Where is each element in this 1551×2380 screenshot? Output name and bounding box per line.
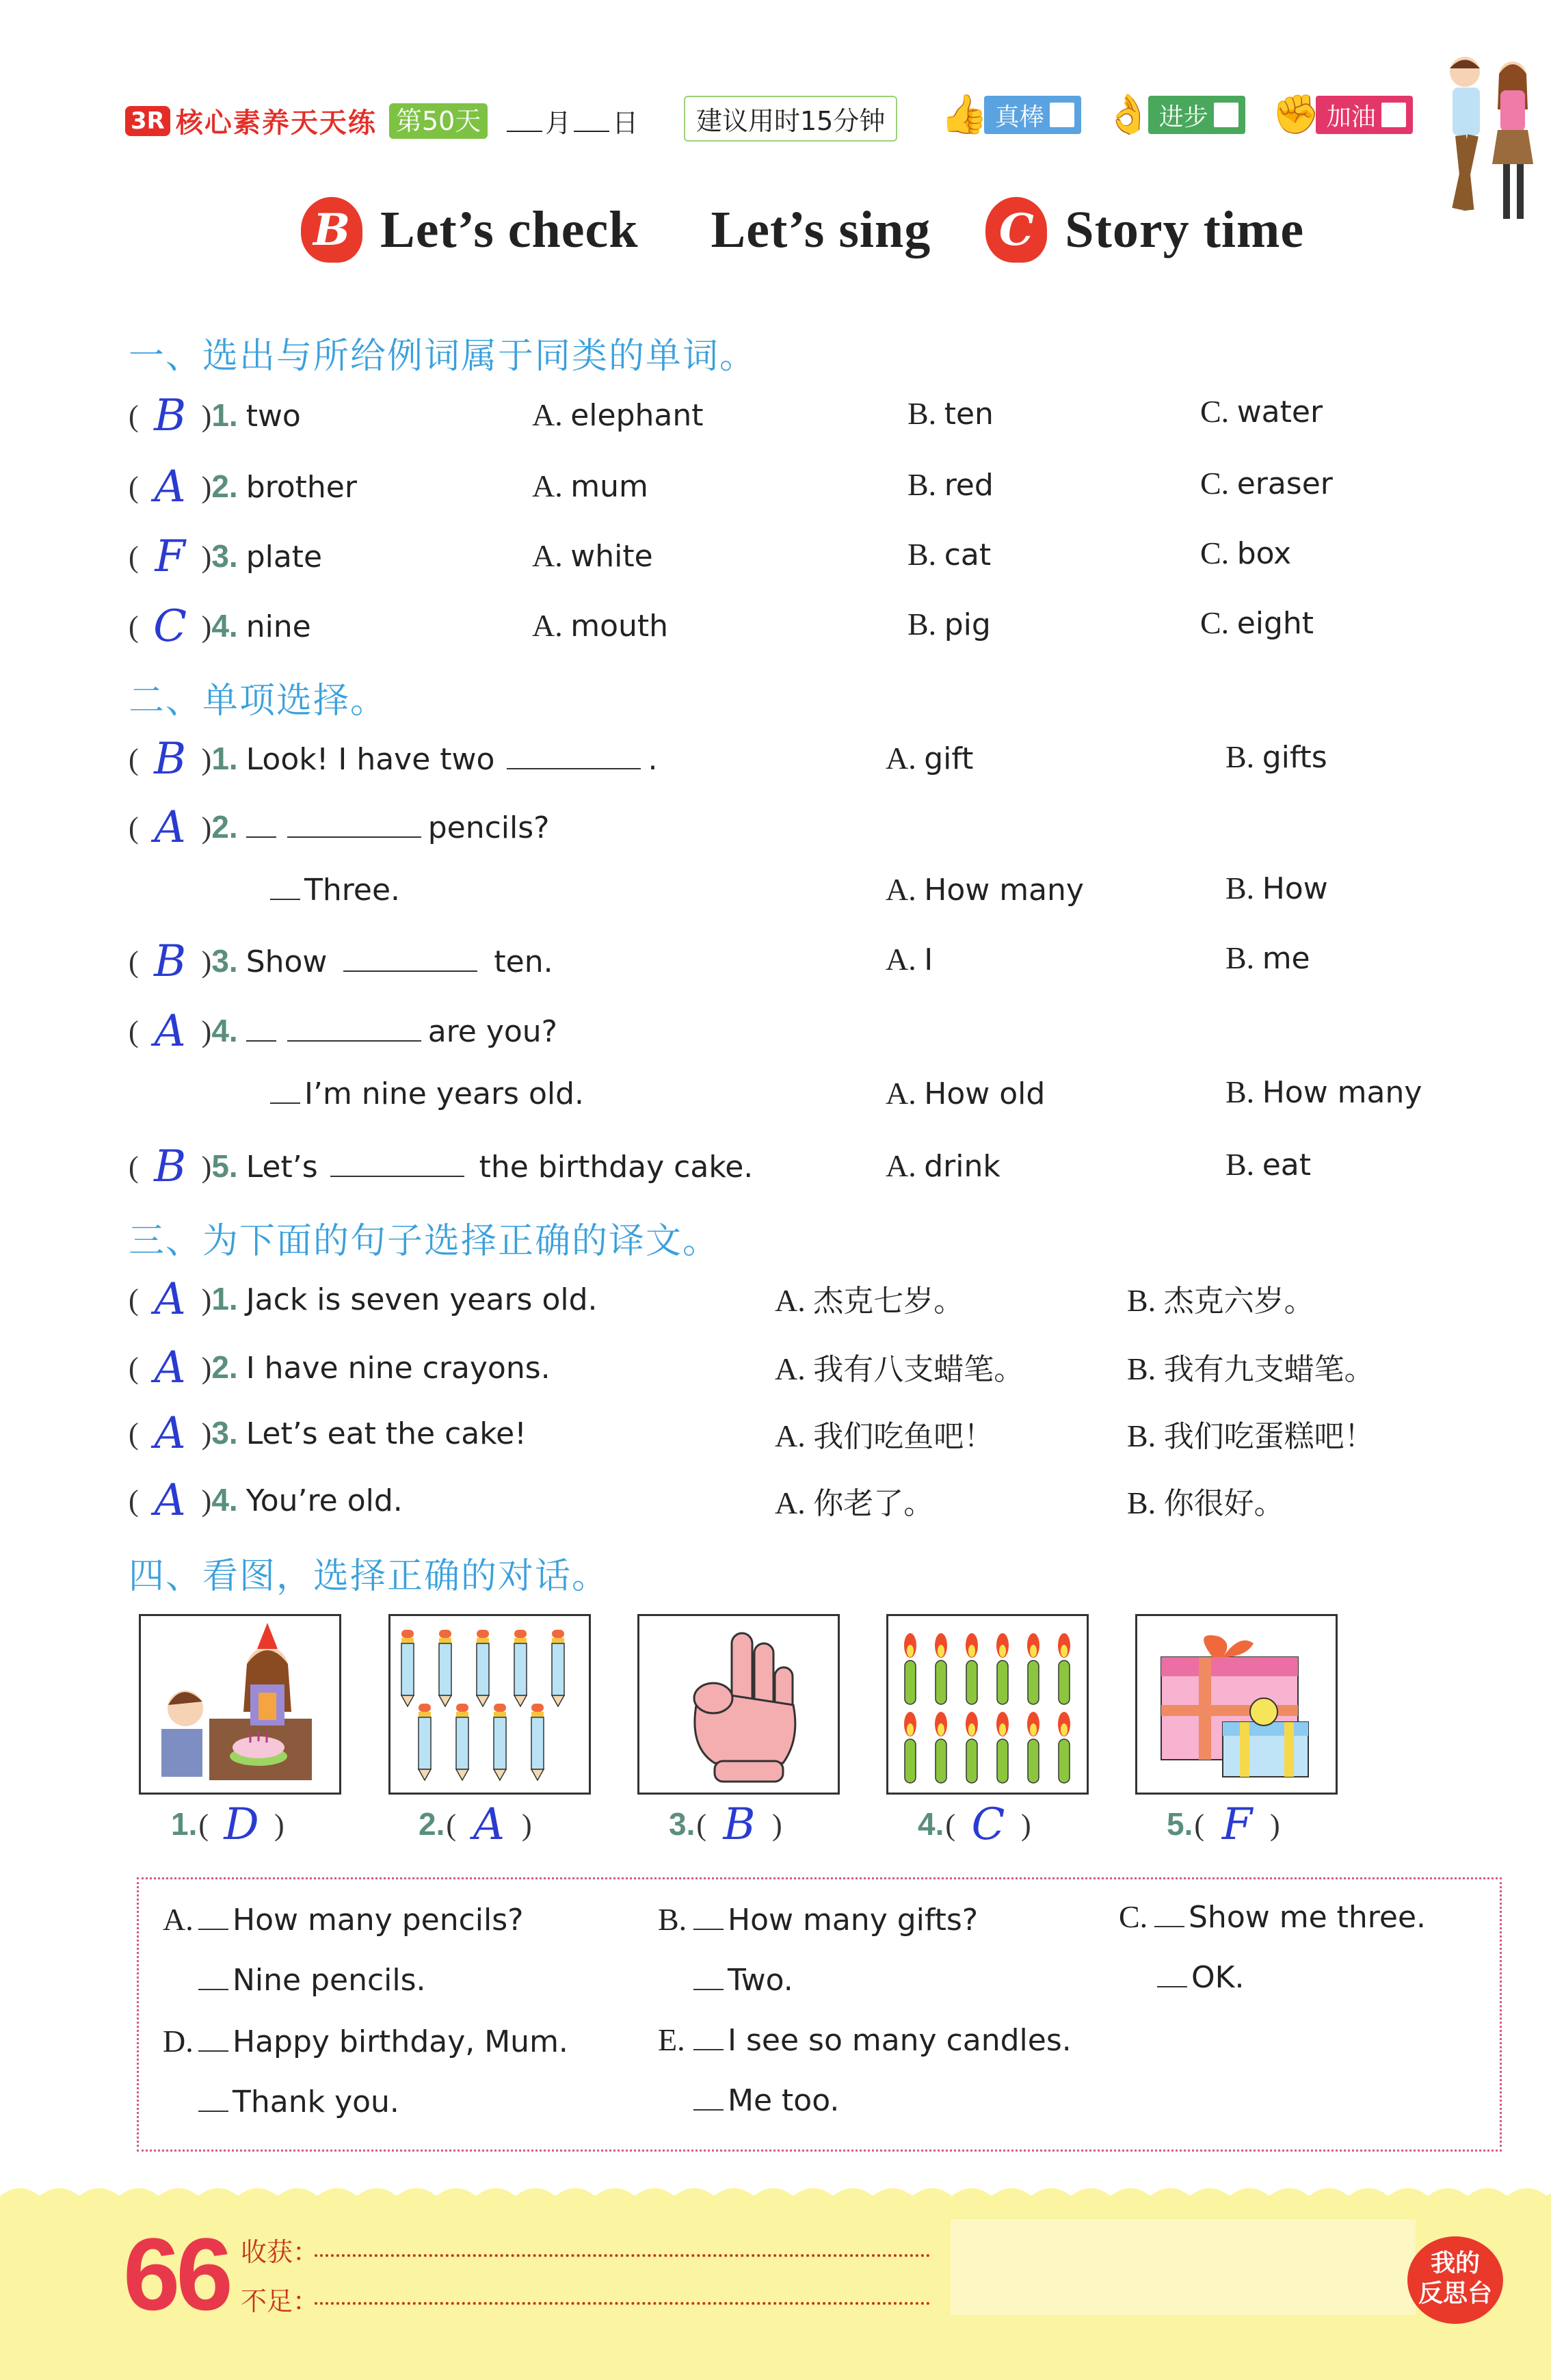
dialog-a-reply: Nine pencils. xyxy=(198,1963,426,1998)
dialog-d-question: D. Happy birthday, Mum. xyxy=(163,2024,568,2059)
shortfall-input-line[interactable] xyxy=(315,2302,930,2305)
example-word: plate xyxy=(246,540,323,574)
students-illustration xyxy=(1417,48,1547,239)
gifts-illustration xyxy=(1137,1616,1336,1793)
s2-question-5: ( B ) 5. Let’s the birthday cake. xyxy=(129,1141,754,1192)
s3-question-2: ( A ) 2. I have nine crayons. xyxy=(129,1343,551,1393)
picture-5-label: 5. ( F ) xyxy=(1167,1799,1280,1850)
candle-icon xyxy=(1058,1633,1070,1704)
sentence: Let’s eat the cake! xyxy=(246,1416,527,1451)
option-b: B. 我们吃蛋糕吧！ xyxy=(1127,1418,1375,1454)
question-number: 1. xyxy=(211,1281,238,1317)
section3-heading: 三、为下面的句子选择正确的译文。 xyxy=(129,1221,720,1262)
s3-question-3: ( A ) 3. Let’s eat the cake! xyxy=(129,1408,527,1459)
option-b: B. ten xyxy=(907,396,994,432)
pencil-icon xyxy=(419,1704,431,1780)
s1-question-2: ( A ) 2. brother xyxy=(129,462,357,512)
rating-keep-going[interactable] xyxy=(1272,94,1413,135)
option-b: B. pig xyxy=(907,607,991,642)
s1-question-3: ( F ) 3. plate xyxy=(129,531,323,582)
option-b: B. eat xyxy=(1225,1147,1311,1182)
example-word: nine xyxy=(246,609,311,644)
fill-blank[interactable] xyxy=(507,767,641,769)
option-b: B. red xyxy=(907,467,994,503)
picture-3-label: 3. ( B ) xyxy=(669,1799,782,1850)
pencil-icon xyxy=(456,1704,468,1780)
hand-three-fingers-illustration xyxy=(639,1616,838,1793)
rating-progress[interactable] xyxy=(1104,94,1245,135)
answer-slot[interactable]: A xyxy=(473,1799,505,1850)
answer-slot[interactable]: C xyxy=(153,601,187,652)
rating-label: 真棒 xyxy=(994,103,1044,131)
dialog-d-reply: Thank you. xyxy=(198,2085,399,2119)
rating-checkbox[interactable] xyxy=(1214,103,1238,127)
picture-gifts xyxy=(1135,1614,1338,1795)
title-lets-check: Let’s check xyxy=(380,200,639,259)
option-a: A. 杰克七岁。 xyxy=(775,1283,964,1319)
lesson-title xyxy=(301,197,1359,263)
option-a: A. I xyxy=(886,942,933,977)
dialog-e-question: E. I see so many candles. xyxy=(658,2022,1072,2058)
pencil-icon xyxy=(494,1704,506,1780)
suggested-time: 建议用时15分钟 xyxy=(684,96,897,142)
option-b: B. cat xyxy=(907,537,992,572)
option-b: B. gifts xyxy=(1225,739,1327,775)
brand-logo: 3R xyxy=(125,106,170,136)
answer-slot[interactable]: B xyxy=(723,1799,756,1850)
candle-icon xyxy=(935,1633,947,1704)
option-a: A. mum xyxy=(532,468,648,504)
question-number: 2. xyxy=(211,1349,238,1385)
option-a: A. How many xyxy=(886,872,1084,908)
answer-slot[interactable]: A xyxy=(154,1274,186,1325)
candle-icon xyxy=(966,1633,978,1704)
question-number: 2. xyxy=(211,809,238,845)
option-c: C. eraser xyxy=(1200,466,1333,501)
title-story-time: Story time xyxy=(1065,200,1305,259)
parent-comment-area[interactable] xyxy=(951,2219,1416,2315)
option-a: A. How old xyxy=(886,1076,1046,1111)
pencil-icon xyxy=(552,1630,564,1706)
option-a: A. elephant xyxy=(532,397,704,433)
pencils-illustration xyxy=(390,1616,589,1793)
question-number: 5. xyxy=(211,1148,238,1184)
pencil-icon xyxy=(439,1630,451,1706)
answer-slot[interactable]: B xyxy=(154,391,187,441)
dialog-b-question: B. How many gifts? xyxy=(658,1902,979,1938)
candle-icon xyxy=(996,1633,1009,1704)
answer-slot[interactable]: A xyxy=(154,1408,186,1459)
picture-candles xyxy=(886,1614,1089,1795)
picture-4-label: 4. ( C ) xyxy=(918,1799,1031,1850)
answer-slot[interactable]: A xyxy=(154,1006,186,1057)
sentence: I have nine crayons. xyxy=(246,1351,551,1386)
fill-blank[interactable] xyxy=(343,969,477,972)
rating-checkbox[interactable] xyxy=(1050,103,1074,127)
rating-label: 进步 xyxy=(1158,103,1208,131)
question-number: 4. xyxy=(211,608,238,644)
page-number: 66 xyxy=(123,2217,229,2331)
dialog-c-question: C. Show me three. xyxy=(1119,1899,1427,1935)
answer-slot[interactable]: A xyxy=(154,1343,186,1393)
s2-question-2: ( A ) 2. pencils? xyxy=(129,802,550,853)
question-number: 4. xyxy=(211,1013,238,1048)
section1-heading: 一、选出与所给例词属于同类的单词。 xyxy=(129,336,757,377)
question-number: 3. xyxy=(211,943,238,979)
day-badge: 第50天 xyxy=(389,103,488,139)
dialog-a-question: A. How many pencils? xyxy=(163,1902,524,1938)
section4-heading: 四、看图，选择正确的对话。 xyxy=(129,1556,609,1597)
picture-birthday-scene xyxy=(139,1614,341,1795)
option-a: A. white xyxy=(532,538,653,574)
example-word: two xyxy=(246,399,301,434)
s1-question-4: ( C ) 4. nine xyxy=(129,601,311,652)
picture-1-label: 1. ( D ) xyxy=(171,1799,284,1850)
option-b: B. 杰克六岁。 xyxy=(1127,1283,1314,1319)
date-field xyxy=(504,102,638,140)
month-blank[interactable] xyxy=(507,131,542,132)
dialog-b-reply: Two. xyxy=(693,1963,793,1998)
answer-slot[interactable]: B xyxy=(154,1141,187,1192)
option-a: A. mouth xyxy=(532,608,669,644)
sentence: Jack is seven years old. xyxy=(246,1282,598,1317)
candle-icon xyxy=(966,1712,978,1783)
answer-slot[interactable]: B xyxy=(154,936,187,987)
candle-icon xyxy=(996,1712,1009,1783)
option-a: A. 我有八支蜡笔。 xyxy=(775,1351,1024,1387)
s2-question-2-reply: Three. xyxy=(270,873,400,908)
birthday-scene-illustration xyxy=(141,1616,339,1793)
fill-blank[interactable] xyxy=(287,835,421,838)
candle-icon xyxy=(904,1633,916,1704)
candle-icon xyxy=(1027,1633,1039,1704)
brand-name: 核心素养天天练 xyxy=(175,107,377,139)
shortfall-label: 不足： xyxy=(241,2286,319,2316)
candle-icon xyxy=(935,1712,947,1783)
pencil-icon xyxy=(531,1704,544,1780)
answer-slot[interactable]: A xyxy=(154,1475,186,1526)
fist-icon: ✊ xyxy=(1272,92,1320,137)
ok-hand-icon: 👌 xyxy=(1104,92,1152,137)
pencil-icon xyxy=(401,1630,414,1706)
dialog-c-reply: OK. xyxy=(1157,1960,1244,1995)
sentence: You’re old. xyxy=(246,1483,403,1518)
month-label: 月 xyxy=(545,108,572,138)
s2-question-4: ( A ) 4. are you? xyxy=(129,1006,558,1057)
answer-slot[interactable]: D xyxy=(224,1799,259,1850)
pencil-icon xyxy=(514,1630,527,1706)
answer-slot[interactable]: F xyxy=(1221,1799,1253,1850)
answer-slot[interactable]: C xyxy=(971,1799,1005,1850)
gain-input-line[interactable] xyxy=(315,2254,930,2257)
candles-illustration xyxy=(888,1616,1087,1793)
rating-great[interactable] xyxy=(940,94,1081,135)
thumbs-up-icon: 👍 xyxy=(940,92,988,137)
option-a: A. 我们吃鱼吧！ xyxy=(775,1418,994,1454)
example-word: brother xyxy=(246,470,357,505)
option-b: B. How xyxy=(1225,871,1328,906)
question-number: 3. xyxy=(211,538,238,574)
day-blank[interactable] xyxy=(574,131,609,132)
candle-icon xyxy=(1027,1712,1039,1783)
pencil-icon xyxy=(477,1630,489,1706)
reflection-badge: 我的 反思台 xyxy=(1407,2236,1503,2324)
gain-label: 收获： xyxy=(241,2237,319,2267)
picture-pencils xyxy=(388,1614,591,1795)
day-label: 日 xyxy=(612,108,639,138)
option-c: C. box xyxy=(1200,536,1292,571)
s2-question-3: ( B ) 3. Show ten. xyxy=(129,936,553,987)
candle-icon xyxy=(1058,1712,1070,1783)
header-brand xyxy=(125,101,638,140)
option-c: C. water xyxy=(1200,394,1323,429)
fill-blank[interactable] xyxy=(330,1174,464,1177)
fill-blank[interactable] xyxy=(287,1039,421,1042)
title-lets-sing: Let’s sing xyxy=(711,200,931,259)
option-b: B. 我有九支蜡笔。 xyxy=(1127,1351,1375,1387)
option-a: A. drink xyxy=(886,1148,1000,1184)
picture-2-label: 2. ( A ) xyxy=(419,1799,532,1850)
s3-question-1: ( A ) 1. Jack is seven years old. xyxy=(129,1274,598,1325)
part-b-badge: B xyxy=(301,197,362,263)
option-a: A. gift xyxy=(886,741,974,776)
candle-icon xyxy=(904,1712,916,1783)
answer-slot[interactable]: B xyxy=(154,734,187,784)
question-number: 4. xyxy=(211,1482,238,1518)
option-c: C. eight xyxy=(1200,605,1314,641)
rating-checkbox[interactable] xyxy=(1381,103,1406,127)
part-c-badge: C xyxy=(985,197,1047,263)
option-a: A. 你老了。 xyxy=(775,1485,934,1521)
answer-slot[interactable]: A xyxy=(154,802,186,853)
rating-label: 加油 xyxy=(1326,103,1376,131)
option-b: B. 你很好。 xyxy=(1127,1485,1284,1521)
question-number: 1. xyxy=(211,741,238,776)
picture-hand-three xyxy=(637,1614,840,1795)
option-b: B. How many xyxy=(1225,1074,1422,1110)
answer-slot[interactable]: F xyxy=(155,531,185,582)
s1-question-1: ( B ) 1. two xyxy=(129,391,301,441)
question-number: 1. xyxy=(211,397,238,433)
option-b: B. me xyxy=(1225,940,1310,976)
question-text: Look! I have two xyxy=(246,742,495,777)
question-number: 3. xyxy=(211,1415,238,1451)
s3-question-4: ( A ) 4. You’re old. xyxy=(129,1475,403,1526)
dialog-e-reply: Me too. xyxy=(693,2083,839,2118)
s2-question-1: ( B ) 1. Look! I have two . xyxy=(129,734,658,784)
section2-heading: 二、单项选择。 xyxy=(129,680,388,722)
s2-question-4-reply: I’m nine years old. xyxy=(270,1076,584,1111)
answer-slot[interactable]: A xyxy=(154,462,186,512)
question-number: 2. xyxy=(211,468,238,504)
